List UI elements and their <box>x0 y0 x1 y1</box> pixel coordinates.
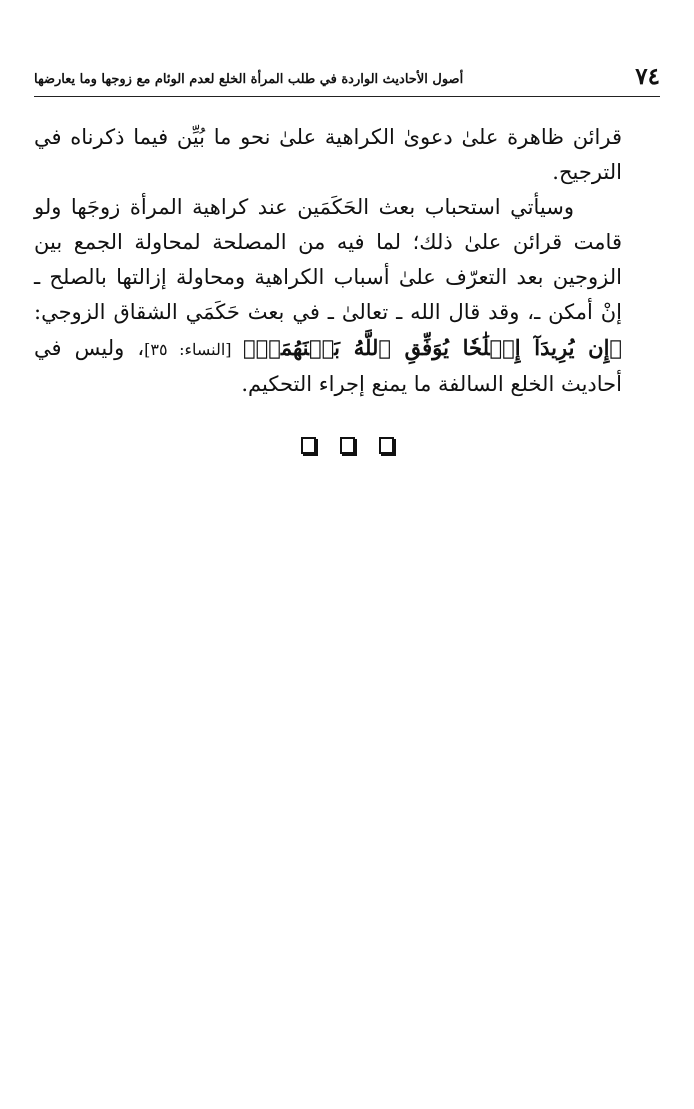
end-mark-square-icon <box>301 437 316 454</box>
section-end-ornament <box>0 437 694 454</box>
running-header-title: أصول الأحاديث الواردة في طلب المرأة الخلع لعدم الوئام مع زوجها وما يعارضها <box>34 72 464 87</box>
end-mark-square-icon <box>379 437 394 454</box>
body-text <box>34 120 622 402</box>
paragraph-1: قرائن ظاهرة علىٰ دعوىٰ الكراهية علىٰ نحو ما بُيِّن فيما ذكرناه في الترجيح. <box>34 125 622 184</box>
header-divider <box>34 96 660 97</box>
paragraph-2-part-1: وسيأتي استحباب بعث الحَكَمَين عند كراهية المرأة زوجَها ولو قامت قرائن علىٰ ذلك؛ لما فيه من المصلحة لمحاولة الجمع بين الزوجين بعد التعرّف علىٰ أسباب الكراهية ومحاولة إزالتها بالصلح ـ إنْ أمكن ـ، وقد قال الله ـ تعالىٰ ـ في بعث حَكَمَي الشقاق الزوجي: <box>34 195 622 324</box>
page-number: ٧٤ <box>635 63 660 90</box>
quran-verse: ﴿إِن يُرِيدَآ إِصۡلَٰحٗا يُوَفِّقِ ٱللَّهُ بَيۡنَهُمَآۗ﴾ <box>243 335 622 360</box>
paragraph-2 <box>34 190 622 402</box>
running-header <box>34 60 660 94</box>
end-mark-square-icon <box>340 437 355 454</box>
verse-reference: [النساء: ٣٥] <box>144 340 244 359</box>
paragraph-2-part-2: ، وليس في أحاديث الخلع السالفة ما يمنع إجراء التحكيم. <box>34 336 622 396</box>
